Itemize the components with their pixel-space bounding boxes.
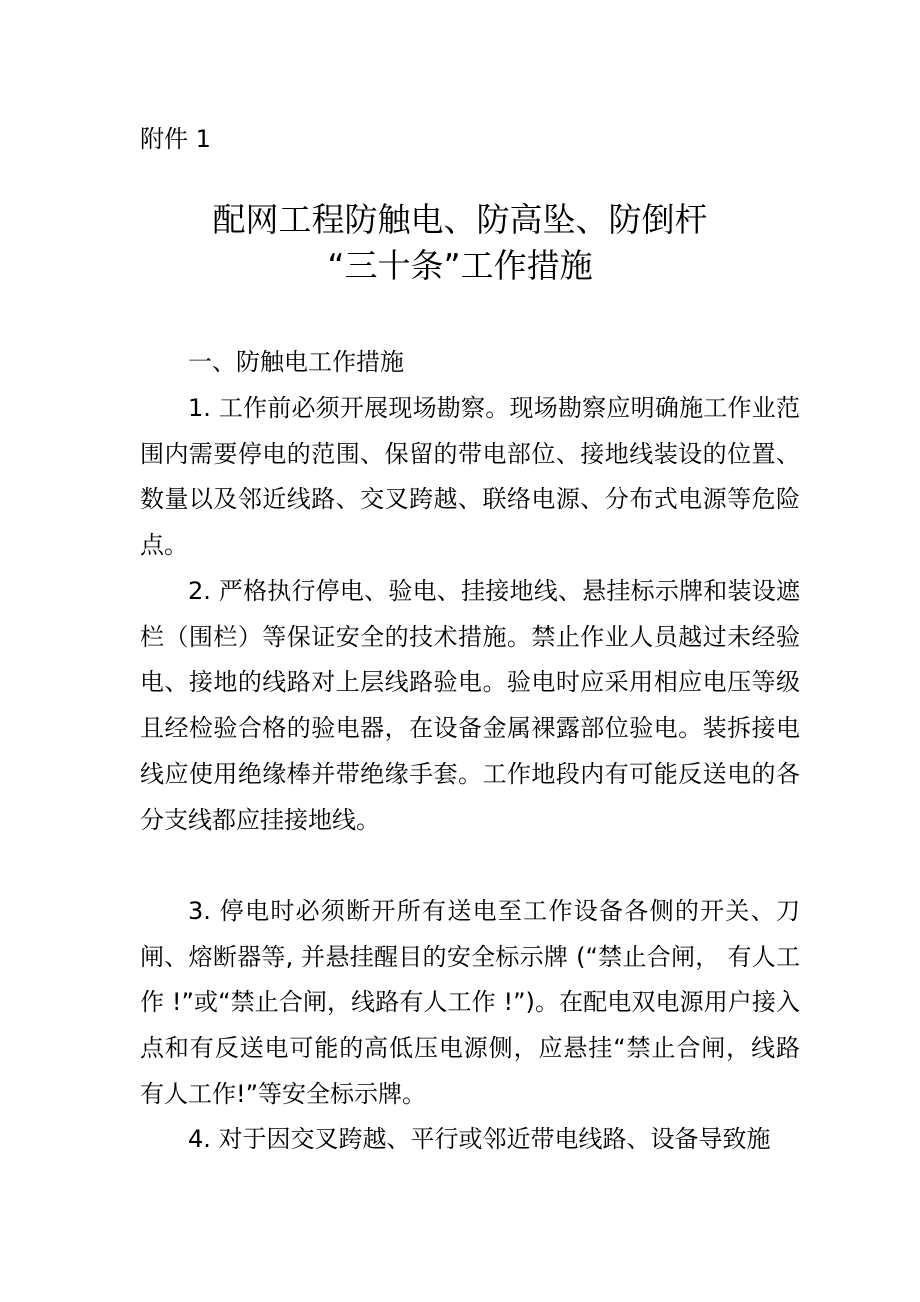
- document-title-line2: “三十条”工作措施: [327, 246, 593, 285]
- section-heading: 一、防触电工作措施: [188, 348, 404, 376]
- attachment-label: 附件 1: [140, 125, 211, 153]
- paragraph-1: 1. 工作前必须开展现场勘察。现场勘察应明确施工作业范围内需要停电的范围、保留的带电部位、接地线装设的位置、数量以及邻近线路、交叉跨越、联络电源、分布式电源等危险点。: [140, 394, 800, 560]
- paragraph-4: 4. 对于因交叉跨越、平行或邻近带电线路、设备导致施: [188, 1125, 771, 1153]
- document-title-line1: 配网工程防触电、防高坠、防倒杆: [212, 200, 708, 239]
- paragraph-2: 2. 严格执行停电、验电、挂接地线、悬挂标示牌和装设遮栏（围栏）等保证安全的技术措施。禁止作业人员越过未经验电、接地的线路对上层线路验电。验电时应采用相应电压等级且经检验合格的验电器，在设备金属裸露部位验电。装拆接电线应使用绝缘棒并带绝缘手套。工作地段内有可能反送电的各分支线都应挂接地线。: [140, 577, 800, 834]
- body-block-4: [140, 1117, 800, 1163]
- body-block-1: [140, 386, 800, 569]
- body-block-3: [140, 889, 800, 1118]
- body-block-2: [140, 569, 800, 843]
- paragraph-3: 3. 停电时必须断开所有送电至工作设备各侧的开关、刀闸、熔断器等, 并悬挂醒目的安全标示牌 (“禁止合闸， 有人工作 !”或“禁止合闸，线路有人工作 !”)。在配电双电源用户接入点和有反送电可能的高低压电源侧，应悬挂“禁止合闸，线路有人工作!”等安全标示牌。: [140, 897, 800, 1108]
